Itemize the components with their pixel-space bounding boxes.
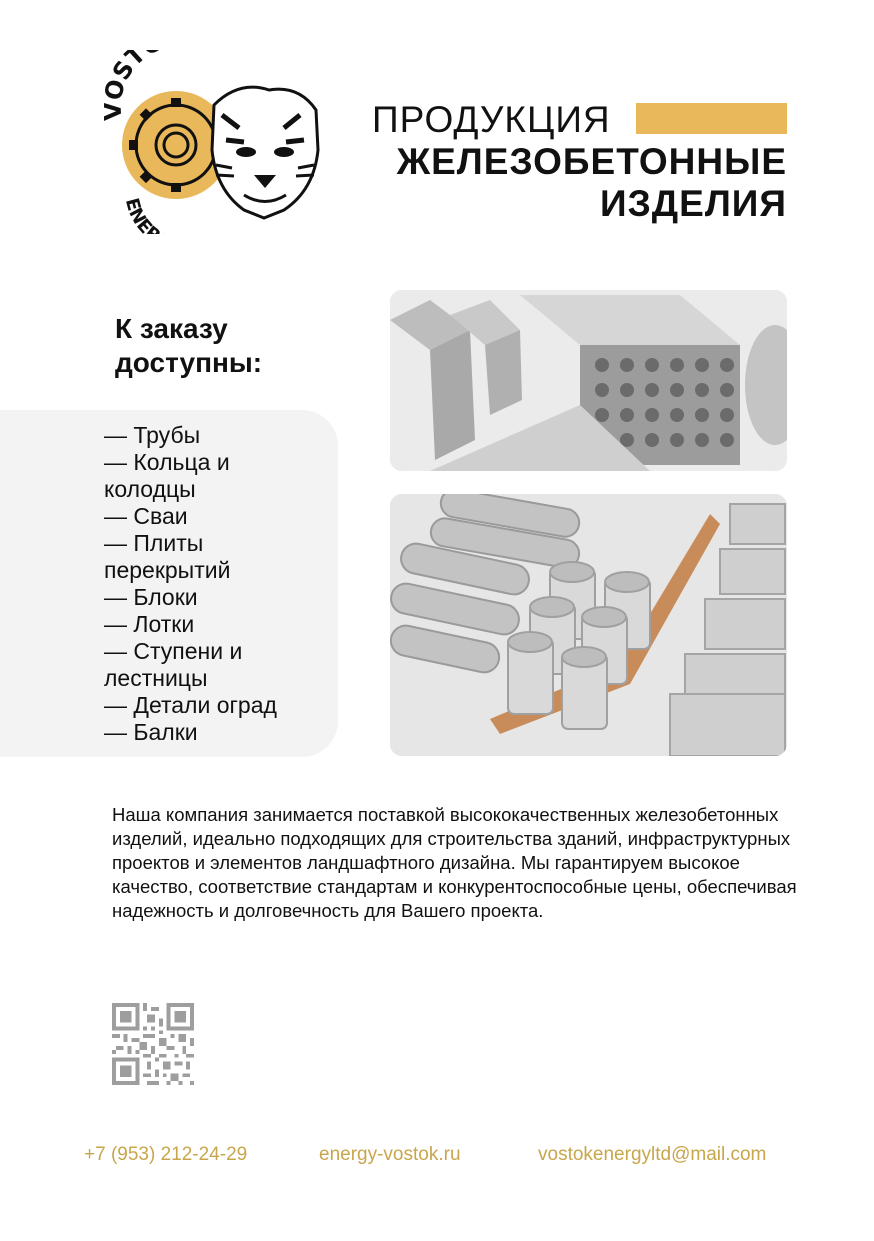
available-title-line2: доступны:: [115, 347, 263, 378]
logo-bottom-text: ENE: [120, 195, 157, 234]
svg-text:ENERGY: [121, 196, 185, 234]
list-item: — Плиты перекрытий: [104, 530, 231, 583]
tiger-head-icon: [212, 87, 318, 218]
available-title-line1: К заказу: [115, 313, 228, 344]
heading-products: ПРОДУКЦИЯ: [372, 99, 611, 140]
qr-code-icon[interactable]: [112, 1003, 194, 1085]
heading-items: ИЗДЕЛИЯ: [600, 183, 787, 224]
company-description: Наша компания занимается поставкой высококачественных железобетонных изделий, идеально подходящих для строительства зданий, инфраструктурных проектов и элементов ландшафтного дизайна. Мы гарантируем высокое качество, соответствие стандартам и конкурентоспособные цены, обеспечивая надежность и долговечность для Вашего проекта.: [112, 804, 797, 921]
list-item: — Трубы: [104, 422, 201, 448]
contact-website-link[interactable]: energy-vostok.ru: [319, 1144, 461, 1165]
list-item: — Детали оград: [104, 692, 277, 718]
heading-accent-bar: [636, 103, 787, 134]
list-item: — Ступени и лестницы: [104, 638, 243, 691]
company-logo: [104, 50, 328, 234]
available-title: [115, 312, 262, 380]
photo-pipes-rings: [390, 494, 787, 756]
list-item: — Балки: [104, 719, 198, 745]
list-item: — Блоки: [104, 584, 198, 610]
logo-top-text: ST: [106, 50, 152, 86]
contact-phone[interactable]: +7 (953) 212-24-29: [84, 1144, 248, 1165]
list-item: — Сваи: [104, 503, 188, 529]
heading-reinforced-concrete: ЖЕЛЕЗОБЕТОННЫЕ: [396, 141, 787, 182]
contact-email-link[interactable]: vostokenergyltd@mail.com: [538, 1144, 767, 1165]
product-list: [104, 422, 324, 746]
list-item: — Кольца и колодцы: [104, 449, 230, 502]
photo-slabs-piles: [390, 290, 787, 471]
list-item: — Лотки: [104, 611, 195, 637]
